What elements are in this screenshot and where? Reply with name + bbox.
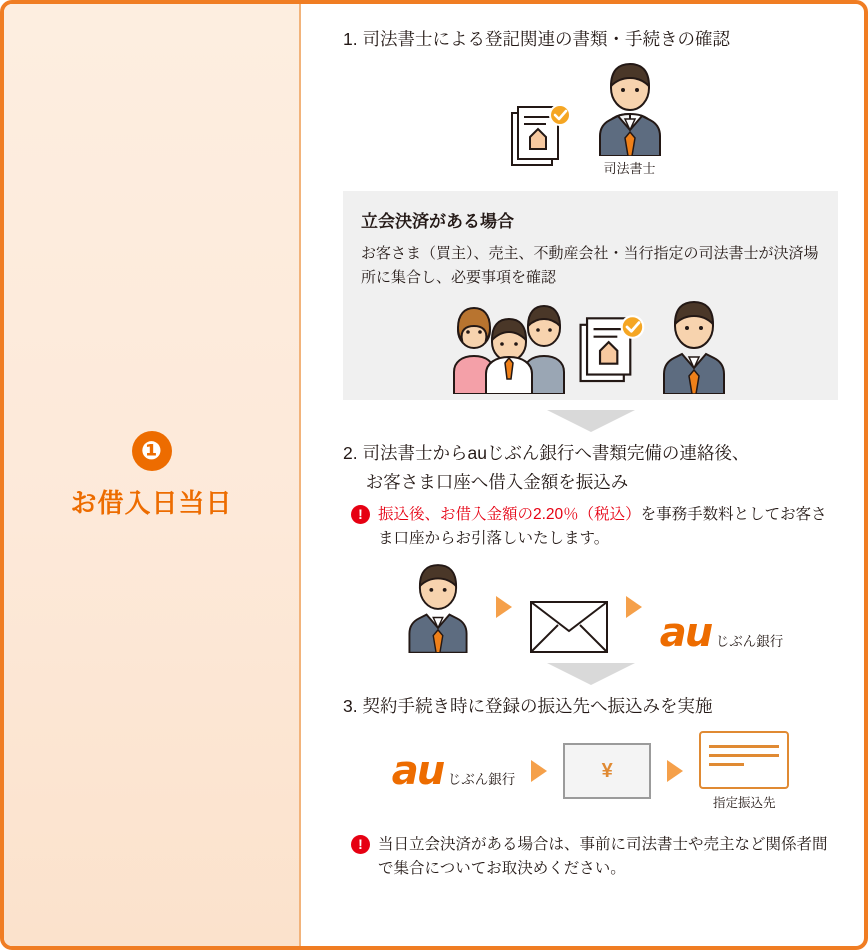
au-jibun-bank-logo-1: [659, 609, 784, 656]
document-check-icon-2: [578, 314, 648, 394]
au-wordmark-2: au: [391, 748, 444, 795]
jibun-bank-label: じぶん銀行: [715, 633, 784, 649]
au-jibun-bank-logo-2: [391, 748, 516, 795]
destination-caption: 指定振込先: [712, 796, 776, 811]
exclamation-icon: !: [351, 505, 370, 524]
scrivener-person-icon-2: [652, 298, 736, 394]
step-2-heading-line2: お客さま口座へ借入金額を振込み: [365, 471, 629, 492]
info-box-illustration: [361, 298, 820, 394]
arrow-right-icon-4: [667, 760, 683, 782]
step-content: [301, 4, 864, 946]
scrivener-person-icon-3: [398, 561, 478, 653]
step-2-illustration: [343, 561, 838, 656]
step-2-note-black: を事務手数料としてお客さま口座からお引落しいたします。: [378, 505, 827, 547]
scrivener-person-icon: [588, 60, 672, 177]
info-box-text: お客さま（買主）、売主、不動産会社・当行指定の司法書士が決済場所に集合し、必要事項を確認: [361, 245, 819, 287]
step-number-badge: ❶: [132, 431, 172, 471]
yen-transfer-icon: ¥: [563, 743, 651, 799]
step-sidebar: [4, 4, 301, 946]
arrow-right-icon-2: [626, 596, 642, 618]
step-1-figure-caption: 司法書士: [603, 161, 656, 177]
flow-arrow-2: [343, 663, 838, 685]
destination-account-icon: [699, 731, 789, 811]
au-wordmark: au: [659, 609, 712, 656]
step-3-note-text: 当日立会決済がある場合は、事前に司法書士や売主など関係者間で集合についてお取決めください。: [378, 836, 828, 878]
arrow-right-icon-1: [496, 596, 512, 618]
step-3-illustration: [343, 731, 838, 811]
arrow-right-icon-3: [531, 760, 547, 782]
step-1-illustration: [343, 60, 838, 177]
document-check-icon: [510, 103, 574, 177]
envelope-icon: [530, 601, 608, 653]
step-2-note: [351, 503, 838, 551]
step-2-heading-line1: 2. 司法書士からauじぶん銀行へ書類完備の連絡後、: [343, 443, 750, 464]
step-3-heading: 3. 契約手続き時に登録の振込先へ振込みを実施: [343, 695, 713, 716]
flow-arrow-1: [343, 410, 838, 432]
exclamation-icon-2: !: [351, 835, 370, 854]
info-box: [343, 191, 838, 400]
step-2-note-red: 振込後、お借入金額の2.20％（税込）: [378, 505, 641, 523]
info-box-title: 立会決済がある場合: [361, 212, 514, 232]
step-sidebar-title: お借入日当日: [70, 487, 233, 518]
bank-card-icon: [699, 731, 789, 789]
step-1-heading: 1. 司法書士による登記関連の書類・手続きの確認: [343, 29, 730, 49]
step-3-note: [351, 833, 838, 881]
jibun-bank-label-2: じぶん銀行: [447, 772, 516, 788]
step-2-note-text: [378, 503, 838, 551]
group-people-icon: [446, 302, 574, 394]
